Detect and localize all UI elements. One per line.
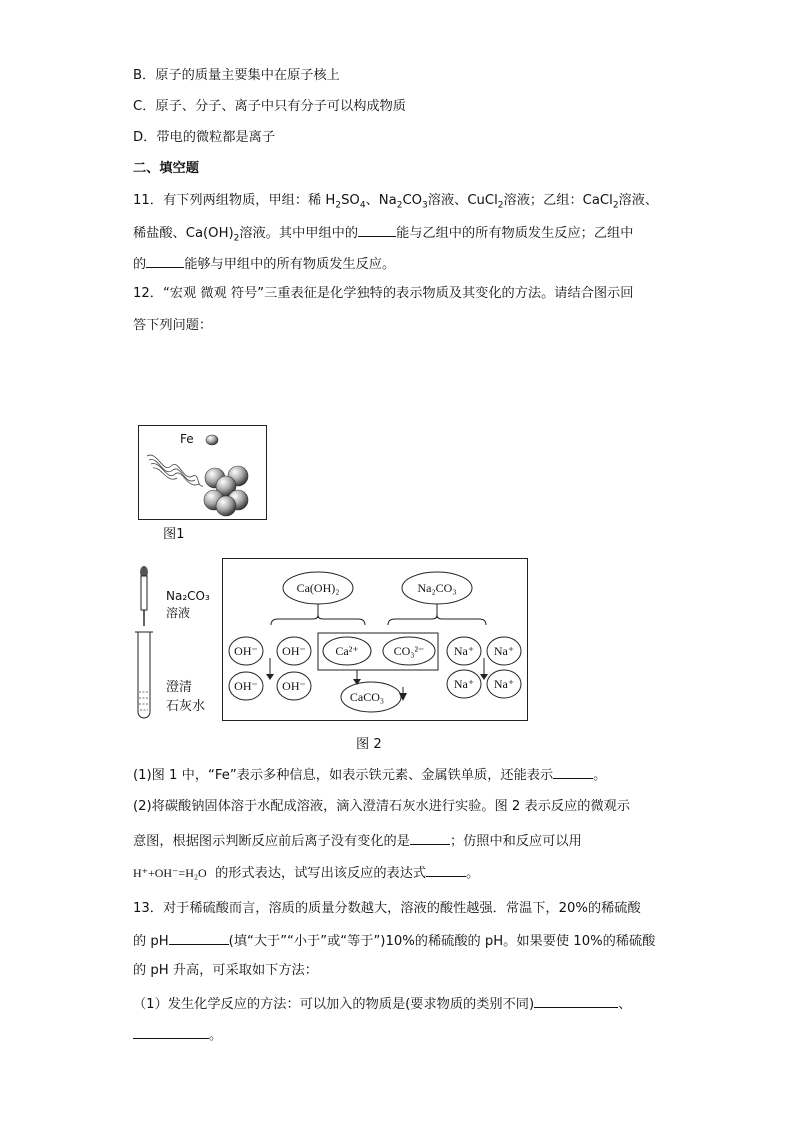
dropper-label: Na₂CO₃ 溶液: [166, 589, 210, 620]
na-label: Na⁺: [493, 644, 515, 658]
fe-symbol: Fe: [180, 432, 194, 446]
q12-line-1: 12．“宏观 微观 符号”三重表征是化学独特的表示物质及其变化的方法。请结合图示回: [133, 286, 634, 301]
figure-2-reaction-diagram: [222, 558, 528, 721]
q12-line-2: 答下列问题：: [133, 318, 213, 333]
caco3-label: CaCO₃: [349, 690, 385, 704]
q13-line-3: 的 pH 升高，可采取如下方法：: [133, 963, 318, 978]
q11-line-2: 稀盐酸、$Ca(OH)_2$溶液。其中甲组中的 能与乙组中的所有物质发生反应；乙组中: [133, 222, 633, 244]
answer-blank[interactable]: [410, 830, 450, 845]
q12-sub2-line-2: 意图，根据图示判断反应前后离子没有变化的是 ；仿照中和反应可以用: [133, 830, 582, 852]
option-c: C．原子、分子、离子中只有分子可以构成物质: [133, 99, 406, 114]
q11-line-1: 11．有下列两组物质，甲组：稀 $H_2SO_4$、$Na_2CO_3$溶液、CuCl$_2$溶液；乙组：CaCl$_2$溶液、: [133, 193, 659, 211]
q13-line-4: （1）发生化学反应的方法：可以加入的物质是(要求物质的类别不同) 、: [133, 993, 631, 1015]
q13-line-5: 。: [133, 1024, 222, 1046]
answer-blank[interactable]: [169, 930, 229, 945]
answer-blank[interactable]: [146, 253, 184, 268]
q13-line-1: 13．对于稀硫酸而言，溶质的质量分数越大，溶液的酸性越强．常温下，20%的稀硫酸: [133, 901, 641, 916]
co3-label: CO₃²⁻: [393, 644, 425, 658]
answer-blank[interactable]: [426, 862, 466, 877]
q12-sub2-line-3: H⁺+OH⁻=H₂O 的形式表达，试写出该反应的表达式 。: [133, 862, 479, 884]
caoh2-label: Ca(OH)₂: [296, 581, 340, 595]
section-title: 二、填空题: [133, 161, 199, 176]
na-label: Na⁺: [453, 677, 475, 691]
reaction-diagram-svg: [223, 559, 527, 720]
figure-1-iron: [138, 425, 267, 520]
na-label: Na⁺: [453, 644, 475, 658]
iron-atoms-illustration: [139, 426, 266, 519]
oh-label: OH⁻: [282, 679, 306, 693]
q12-sub2-line-1: (2)将碳酸钠固体溶于水配成溶液，滴入澄清石灰水进行实验。图 2 表示反应的微观示: [133, 799, 631, 814]
test-tube-icon: [135, 632, 153, 718]
dropper-icon: [140, 566, 148, 626]
figure-1-caption: 图1: [163, 527, 185, 542]
answer-blank[interactable]: [534, 993, 618, 1008]
test-tube-label: 澄清 石灰水: [166, 680, 206, 714]
oh-label: OH⁻: [234, 679, 258, 693]
na2co3-label: Na₂CO₃: [417, 581, 457, 595]
figure-2-caption: 图 2: [356, 737, 382, 752]
q11-line-3: 的 能够与甲组中的所有物质发生反应。: [133, 253, 395, 275]
option-d: D．带电的微粒都是离子: [133, 130, 276, 145]
oh-label: OH⁻: [282, 644, 306, 658]
option-b: B．原子的质量主要集中在原子核上: [133, 68, 340, 83]
oh-label: OH⁻: [234, 644, 258, 658]
q12-sub1: (1)图 1 中，“Fe”表示多种信息，如表示铁元素、金属铁单质，还能表示 。: [133, 764, 606, 786]
ca-label: Ca²⁺: [335, 644, 359, 658]
na-label: Na⁺: [493, 677, 515, 691]
answer-blank[interactable]: [133, 1024, 209, 1039]
answer-blank[interactable]: [358, 222, 396, 237]
answer-blank[interactable]: [553, 764, 593, 779]
q13-line-2: 的 pH (填“大于”“小于”或“等于”)10%的稀硫酸的 pH。如果要使 10%的稀硫酸: [133, 930, 655, 952]
